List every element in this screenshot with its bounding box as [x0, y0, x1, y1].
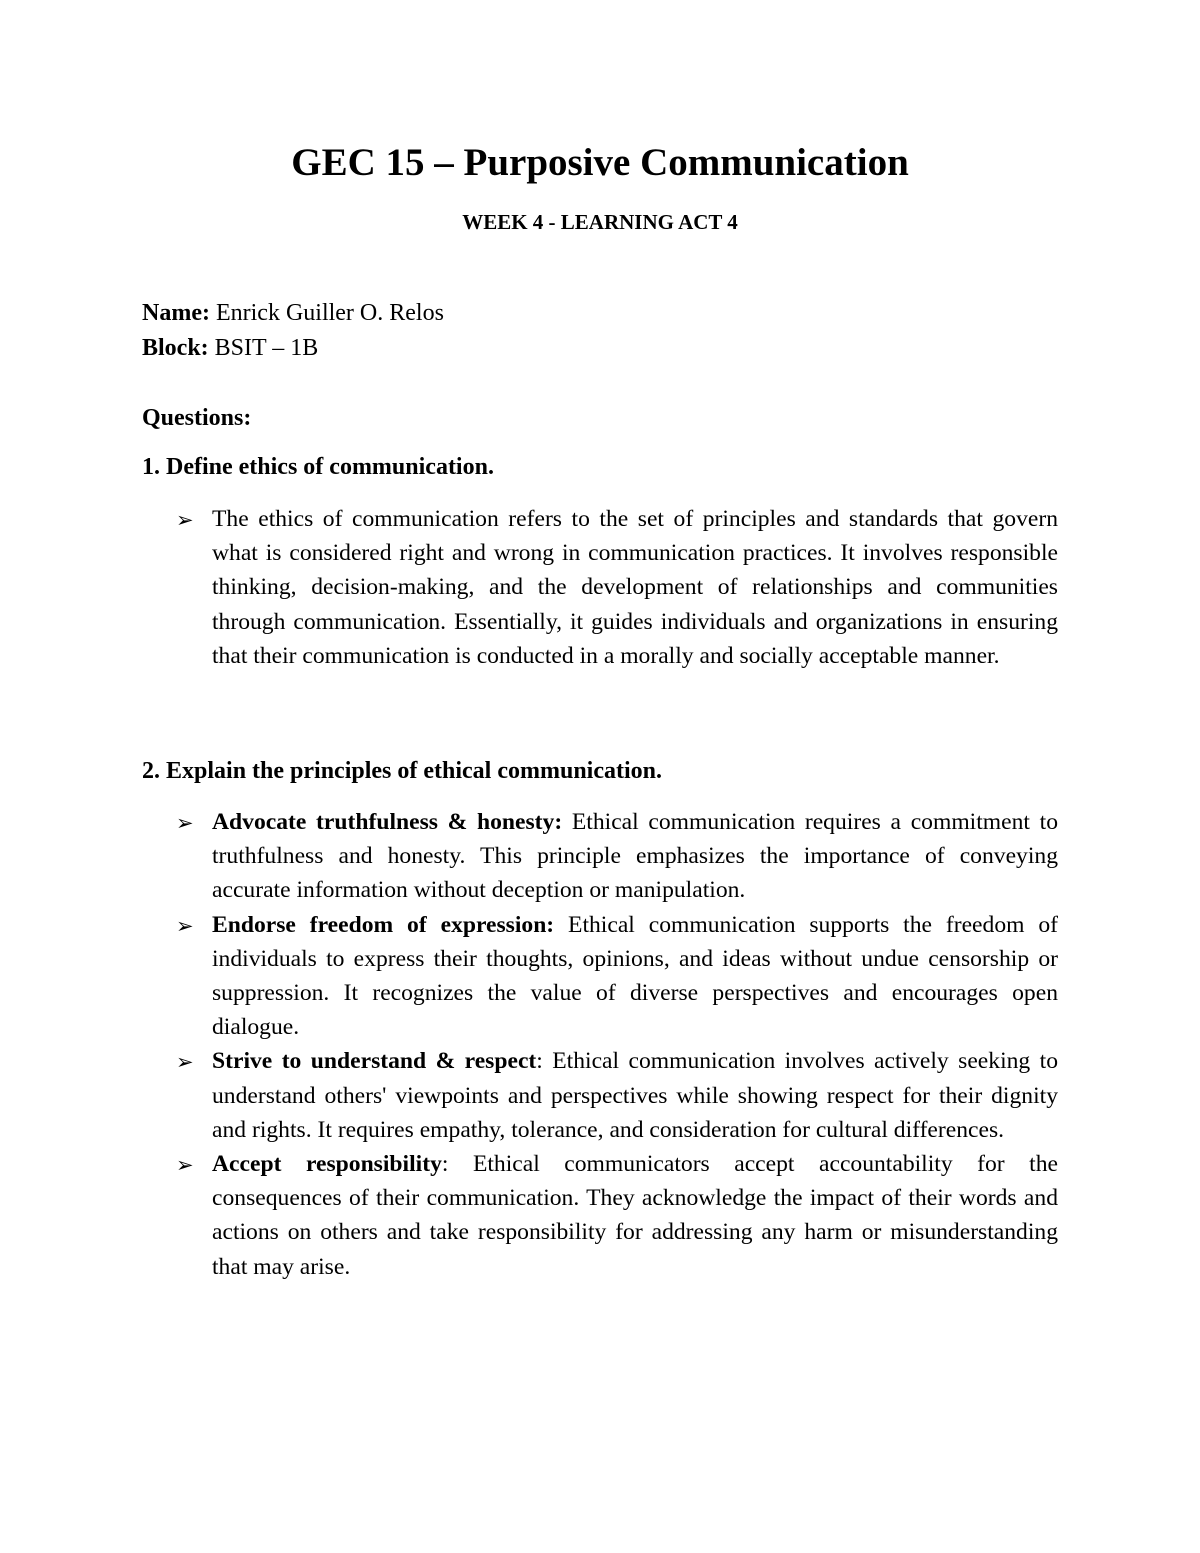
principle-text: Ethical communication supports the freedom of individuals to express their thoughts, opinions, and ideas without undue censorship or suppression. It recognizes the value of diverse perspectives and encourages open dialogue.: [212, 911, 1058, 1041]
arrowhead-bullet-icon: ➢: [176, 508, 194, 532]
block-label: Block:: [142, 335, 209, 361]
principle-text: : Ethical communicators accept accountability for the consequences of their communication. They acknowledge the impact of their words and actions on others and take responsibility for addressing any harm or misunderstanding that may arise.: [212, 1151, 1059, 1280]
arrowhead-bullet-icon: ➢: [176, 1153, 194, 1178]
arrowhead-bullet-icon: ➢: [176, 811, 194, 835]
question-1-answer: [176, 502, 1058, 673]
answer-text: The ethics of communication refers to the set of principles and standards that govern what is considered right and wrong in communication practices. It involves responsible thinking, decision-making, and the development of relationships and communities through communication. Essentially, it guides individuals and organizations in ensuring that their communication is conducted in a morally and socially acceptable manner.: [212, 506, 1058, 669]
arrowhead-bullet-icon: ➢: [176, 913, 194, 938]
question-2-heading: 2. Explain the principles of ethical communication.: [142, 758, 663, 784]
principle-text: Ethical communication requires a commitment to truthfulness and honesty. This principle emphasizes the importance of conveying accurate information without deception or manipulation.: [212, 809, 1058, 904]
principle-title: Advocate truthfulness & honesty:: [212, 809, 563, 835]
block-value: BSIT – 1B: [214, 335, 319, 361]
list-item: [176, 502, 1058, 673]
principles-list: [176, 805, 1058, 1284]
document-title: GEC 15 – Purposive Communication: [291, 141, 909, 184]
name-value: Enrick Guiller O. Relos: [215, 300, 444, 326]
arrowhead-bullet-icon: ➢: [176, 1050, 194, 1075]
list-item: [176, 1147, 1058, 1284]
student-block-line: [142, 335, 318, 362]
questions-label: Questions:: [142, 405, 252, 431]
principle-title: Accept responsibility: [212, 1151, 442, 1178]
name-label: Name:: [142, 300, 210, 326]
principle-title: Endorse freedom of expression:: [212, 911, 555, 938]
list-item: [176, 908, 1058, 1045]
list-item: [176, 1044, 1058, 1147]
principle-title: Strive to understand & respect: [212, 1048, 537, 1075]
question-1-heading: 1. Define ethics of communication.: [142, 454, 494, 480]
principle-text: : Ethical communication involves actively seeking to understand others' viewpoints and perspectives while showing respect for their dignity and rights. It requires empathy, tolerance, and consideration for cultural differences.: [212, 1048, 1058, 1143]
student-name-line: [142, 300, 444, 327]
document-subtitle: WEEK 4 - LEARNING ACT 4: [462, 210, 738, 234]
list-item: [176, 805, 1058, 908]
